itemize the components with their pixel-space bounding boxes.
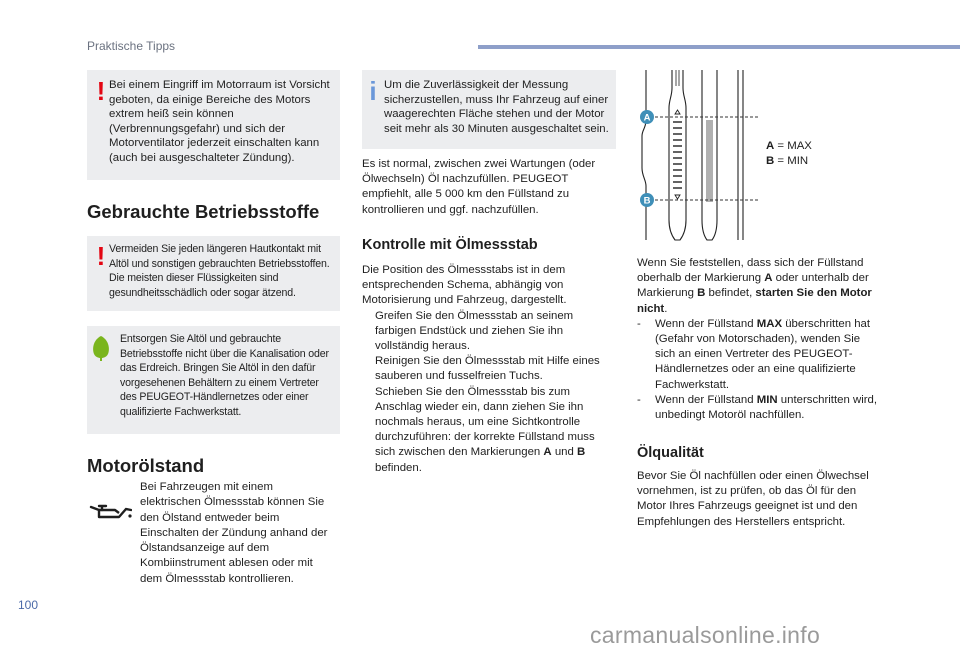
- normal-refill-text: Es ist normal, zwischen zwei Wartungen (oder Ölwechseln) Öl nachzufüllen. PEUGEOT empfiehlt, alle 5 000 km den Füllstand zu kontrollieren und ggf. nachzufüllen.: [362, 158, 596, 216]
- do-not-start-text: starten Sie den Motor nicht: [637, 287, 872, 315]
- warning-text-engine: Bei einem Eingriff im Motorraum ist Vorsicht geboten, da einige Bereiche des Motors extrem heiß sein können (Verbrennungsgefahr) und sich der Motorventilator jederzeit einschalten kann (auch bei ausgeschalteter Zündung).: [109, 79, 330, 164]
- dipstick-intro: Die Position des Ölmessstabs ist in dem entsprechenden Schema, abhängig von Motorisierung und Fahrzeug, dargestellt.: [362, 264, 567, 307]
- legend-min: [766, 154, 856, 169]
- warning-box-fluids: [87, 236, 340, 311]
- list-item: [637, 317, 883, 393]
- diagram-legend: [766, 139, 856, 169]
- text-run: Wenn Sie feststellen, dass sich der Füllstand oberhalb der Markierung: [637, 257, 864, 285]
- dipstick-steps: [362, 263, 612, 476]
- dipstick-diagram: [636, 70, 760, 242]
- legend-b-value: = MIN: [774, 155, 809, 168]
- oil-can-icon: [88, 500, 132, 522]
- level-check-text: [637, 256, 883, 423]
- min-ref: MIN: [756, 393, 778, 406]
- heading-oil-level: Motorölstand: [87, 455, 205, 476]
- oil-level-text: Bei Fahrzeugen mit einem elektrischen Ölmessstab können Sie den Ölstand entweder beim Einschalten der Zündung anhand der Ölstandsanzeige auf dem Kombiinstrument ablesen oder mit dem Ölmessstab kontrollieren.: [140, 481, 328, 585]
- text-run: oder unterhalb der Markierung: [637, 272, 869, 300]
- warning-text-fluids: Vermeiden Sie jeden längeren Hautkontakt mit Altöl und sonstigen gebrauchten Betriebsstoffen. Die meisten dieser Flüssigkeiten sind gesundheitsschädlich oder sogar ätzend.: [109, 243, 330, 299]
- watermark: carmanualsonline.info: [590, 622, 821, 648]
- eco-leaf-icon: [91, 334, 111, 362]
- legend-a-value: = MAX: [774, 140, 812, 152]
- list-item: [362, 385, 612, 476]
- info-box-measurement: [362, 70, 616, 149]
- text-run: .: [664, 302, 668, 315]
- list-item: [362, 309, 612, 355]
- list-item: [637, 393, 883, 423]
- text-run: Wenn der Füllstand: [655, 317, 757, 330]
- dash-marker: -: [637, 317, 641, 330]
- dash-marker: -: [637, 393, 641, 406]
- text-run: überschritten hat (Gefahr von Motorschaden), wenden Sie sich an einen Vertreter des PEUGEOT-Händlernetzes oder an eine qualifizierte Fachwerkstatt.: [655, 317, 871, 391]
- eco-box: [87, 326, 340, 434]
- legend-b-key: B: [766, 155, 775, 168]
- warning-box-engine: [87, 70, 340, 180]
- marker-b-label: B: [643, 195, 651, 207]
- marker-a-ref: A: [543, 446, 552, 459]
- heading-used-fluids: Gebrauchte Betriebsstoffe: [87, 201, 320, 222]
- info-icon: i: [369, 76, 377, 106]
- info-text-measurement: Um die Zuverlässigkeit der Messung sicherzustellen, muss Ihr Fahrzeug auf einer waagerechten Fläche stehen und der Motor seit mehr als 30 Minuten ausgeschaltet sein.: [384, 79, 609, 135]
- marker-a-ref: A: [764, 272, 773, 285]
- marker-b-ref: B: [697, 287, 706, 300]
- legend-a-key: A: [766, 140, 775, 152]
- page-number: 100: [18, 598, 39, 612]
- and-text: und: [551, 446, 577, 459]
- heading-dipstick: Kontrolle mit Ölmessstab: [362, 237, 538, 253]
- text-run: Wenn der Füllstand: [655, 393, 757, 406]
- header-rule: [478, 45, 960, 49]
- heading-oil-quality: Ölqualität: [637, 445, 704, 461]
- max-ref: MAX: [756, 317, 783, 330]
- legend-max: [766, 139, 856, 154]
- marker-a-label: A: [643, 112, 651, 124]
- oil-quality-text: Bevor Sie Öl nachfüllen oder einen Ölwechsel vornehmen, ist zu prüfen, ob das Öl für den Motor Ihres Fahrzeugs geeignet ist und den Empfehlungen des Herstellers entspricht.: [637, 470, 869, 528]
- bullet-text-end: befinden.: [375, 461, 422, 474]
- warning-icon: !: [96, 241, 106, 271]
- marker-b-ref: B: [577, 446, 586, 459]
- text-run: unterschritten wird, unbedingt Motoröl nachfüllen.: [655, 393, 878, 422]
- warning-icon: !: [96, 76, 106, 106]
- list-item: [362, 354, 612, 384]
- section-label: Praktische Tipps: [87, 39, 176, 53]
- level-paragraph: [637, 256, 883, 317]
- text-run: befindet,: [705, 287, 756, 300]
- bullet-text: Reinigen Sie den Ölmessstab mit Hilfe eines sauberen und fusselfreien Tuchs.: [375, 355, 600, 383]
- eco-text: Entsorgen Sie Altöl und gebrauchte Betriebsstoffe nicht über die Kanalisation oder das Erdreich. Bringen Sie Altöl in den dafür vorgesehenen Behältern zu einem Vertreter des PEUGEOT-Händlernetzes oder einer qualifizierte Fachwerkstatt.: [120, 333, 329, 418]
- bullet-text: Greifen Sie den Ölmessstab an seinem farbigen Endstück und ziehen Sie ihn vollständig heraus.: [375, 309, 574, 353]
- bullet-text: Schieben Sie den Ölmessstab bis zum Anschlag wieder ein, dann ziehen Sie ihn nochmals heraus, um eine Sichtkontrolle durchzuführen: der korrekte Füllstand muss sich zwischen den Markierungen: [375, 385, 595, 459]
